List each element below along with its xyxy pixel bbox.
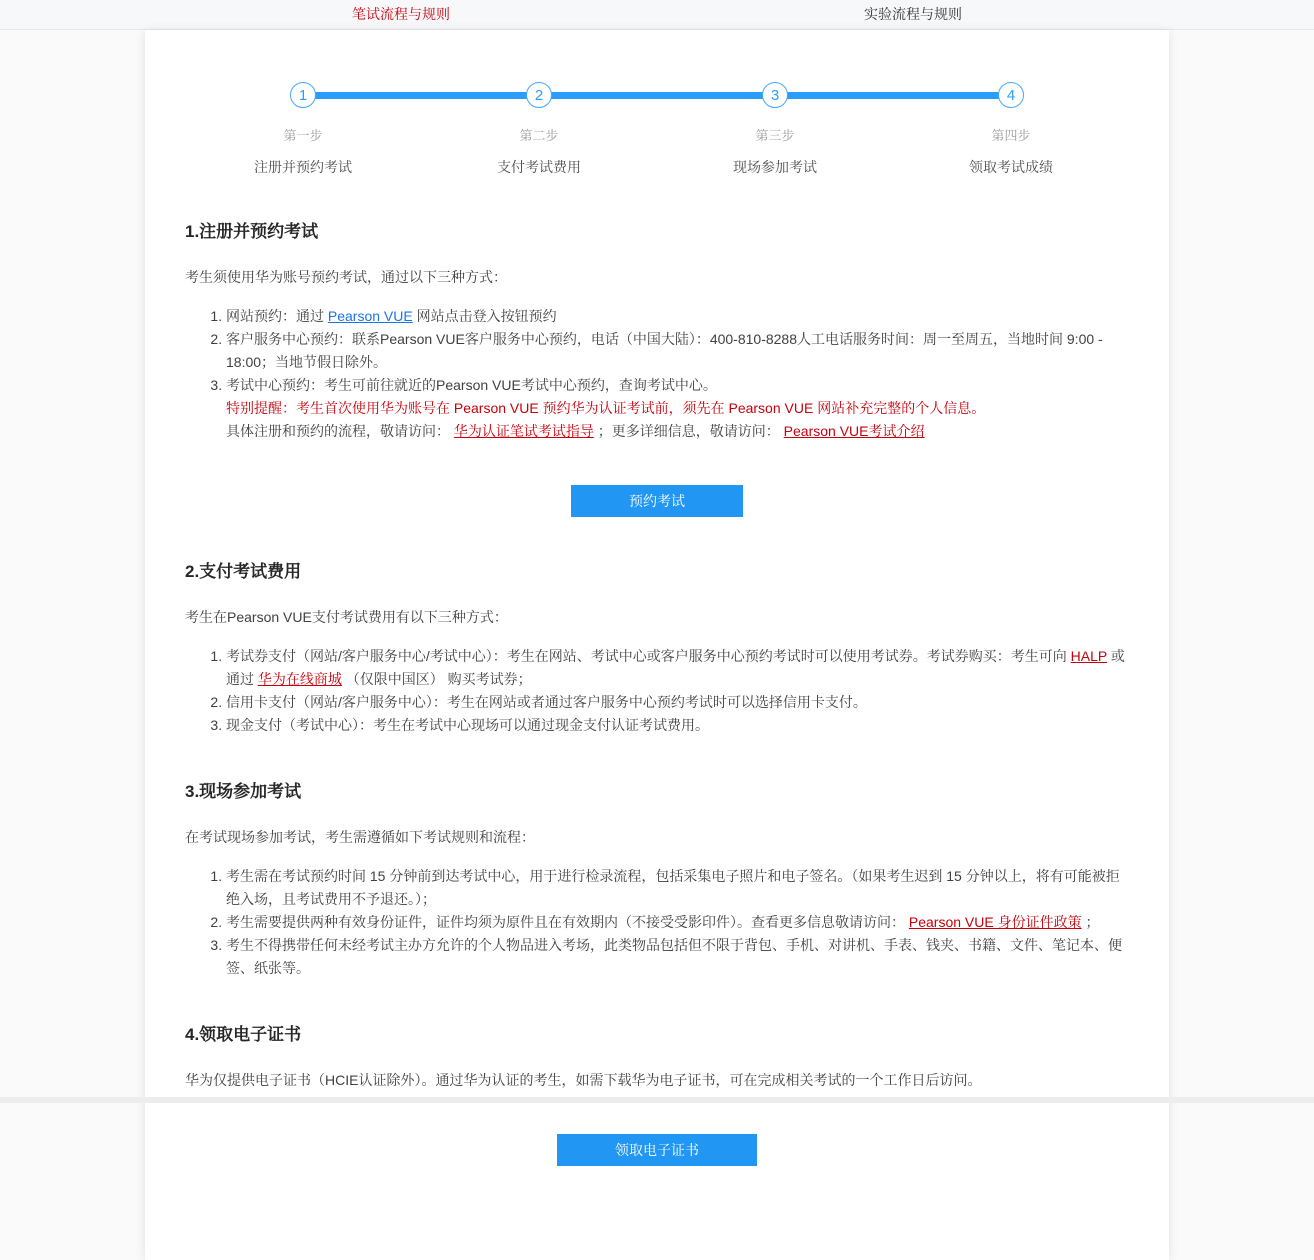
section-register — [185, 217, 1129, 517]
list-item-text: ； — [1085, 914, 1100, 930]
section-onsite-heading: 3.现场参加考试 — [185, 782, 302, 801]
step-3-circle: 3 — [762, 82, 788, 108]
list-item — [226, 305, 1129, 328]
list-item-text: 考试券支付（网站/客户服务中心/考试中心）：考生在网站、考试中心或客户服务中心预约考试时可以使用考试券。考试券购买：考生可向 — [226, 648, 1067, 664]
section-payment-heading: 2.支付考试费用 — [185, 562, 302, 581]
tab-lab-exam-rules[interactable]: 实验流程与规则 — [864, 6, 962, 22]
section-register-intro: 考生须使用华为账号预约考试，通过以下三种方式： — [185, 269, 507, 285]
list-item: 1. 考生需在考试预约时间 15 分钟前到达考试中心，用于进行检录流程，包括采集电子照片和电子签名。（如果考生迟到 15 分钟以上，将有可能被拒绝入场，且考试费用不予退还。）； — [226, 865, 1129, 911]
section-onsite-intro: 在考试现场参加考试，考生需遵循如下考试规则和流程： — [185, 829, 535, 845]
section-onsite — [185, 777, 1129, 980]
list-item-text: 网站预约：通过 — [226, 308, 324, 324]
step-1-circle: 1 — [290, 82, 316, 108]
content-card — [145, 30, 1169, 1260]
list-item-text: 考生需要提供两种有效身份证件，证件均须为原件且在有效期内（不接受受影印件）。查看更多信息敬请访问： — [226, 914, 905, 930]
onsite-rules-list — [185, 865, 1129, 980]
section-payment — [185, 557, 1129, 737]
list-item — [226, 645, 1129, 691]
list-item: 3. 考试中心预约：考生可前往就近的Pearson VUE考试中心预约，查询考试中心。 — [226, 374, 1129, 397]
register-guide-line — [226, 420, 1129, 443]
register-special-reminder: 特别提醒：考生首次使用华为账号在 Pearson VUE 预约华为认证考试前，须先在 Pearson VUE 网站补充完整的个人信息。 — [226, 400, 986, 416]
section-certificate-heading: 4.领取电子证书 — [185, 1025, 302, 1044]
payment-methods-list — [185, 645, 1129, 737]
top-tab-bar — [0, 0, 1314, 30]
pearson-vue-link[interactable]: Pearson VUE — [327, 308, 413, 324]
step-1-label: 第一步 — [283, 128, 323, 143]
bottom-strip — [0, 1097, 1314, 1103]
certificate-button-row — [185, 1134, 1129, 1166]
guide-text: ；更多详细信息，敬请访问： — [597, 423, 780, 439]
list-item-text: 或通过 — [226, 648, 1125, 687]
stepper-connector-line — [303, 92, 1011, 99]
step-2-circle: 2 — [526, 82, 552, 108]
list-item: 2. 信用卡支付（网站/客户服务中心）：考生在网站或者通过客户服务中心预约考试时可以选择信用卡支付。 — [226, 691, 1129, 714]
step-2-title: 支付考试费用 — [497, 159, 581, 175]
list-item: 3. 考生不得携带任何未经考试主办方允许的个人物品进入考场，此类物品包括但不限于背包、手机、对讲机、手表、钱夹、书籍、文件、笔记本、便签、纸张等。 — [226, 934, 1129, 980]
section-payment-intro: 考生在Pearson VUE支付考试费用有以下三种方式： — [185, 609, 508, 625]
step-4-label: 第四步 — [991, 128, 1031, 143]
step-3-label: 第三步 — [755, 128, 795, 143]
list-item — [226, 911, 1129, 934]
huawei-online-store-link[interactable]: 华为在线商城 — [257, 671, 342, 687]
step-1-title: 注册并预约考试 — [254, 159, 352, 175]
list-item-text: （仅限中国区） 购买考试券； — [345, 671, 532, 687]
list-item: 3. 现金支付（考试中心）：考生在考试中心现场可以通过现金支付认证考试费用。 — [226, 714, 1129, 737]
section-certificate — [185, 1020, 1129, 1166]
section-register-heading: 1.注册并预约考试 — [185, 222, 319, 241]
halp-link[interactable]: HALP — [1070, 648, 1107, 664]
list-item: 2. 客户服务中心预约：联系Pearson VUE客户服务中心预约，电话（中国大陆）：400-810-8288人工电话服务时间：周一至周五，当地时间 9:00 - 18:00；当地节假日除外。 — [226, 328, 1129, 374]
register-button-row — [185, 485, 1129, 517]
step-4-title: 领取考试成绩 — [969, 159, 1053, 175]
written-exam-guide-link[interactable]: 华为认证笔试考试指导 — [453, 423, 594, 439]
top-tab-bar-inner — [145, 0, 1169, 29]
get-e-certificate-button[interactable]: 领取电子证书 — [557, 1134, 757, 1166]
exam-process-stepper — [185, 82, 1129, 177]
pearson-vue-exam-intro-link[interactable]: Pearson VUE考试介绍 — [783, 423, 925, 439]
step-4-circle: 4 — [998, 82, 1024, 108]
register-methods-list — [185, 305, 1129, 397]
pearson-vue-id-policy-link[interactable]: Pearson VUE 身份证件政策 — [908, 914, 1082, 930]
tab-written-exam-rules[interactable]: 笔试流程与规则 — [352, 6, 450, 22]
guide-text: 具体注册和预约的流程，敬请访问： — [226, 423, 450, 439]
section-certificate-intro: 华为仅提供电子证书（HCIE认证除外）。通过华为认证的考生，如需下载华为电子证书，可在完成相关考试的一个工作日后访问。 — [185, 1072, 982, 1088]
step-3-title: 现场参加考试 — [733, 159, 817, 175]
step-2-label: 第二步 — [519, 128, 559, 143]
book-exam-button[interactable]: 预约考试 — [571, 485, 743, 517]
list-item-text: 网站点击登入按钮预约 — [416, 308, 557, 324]
